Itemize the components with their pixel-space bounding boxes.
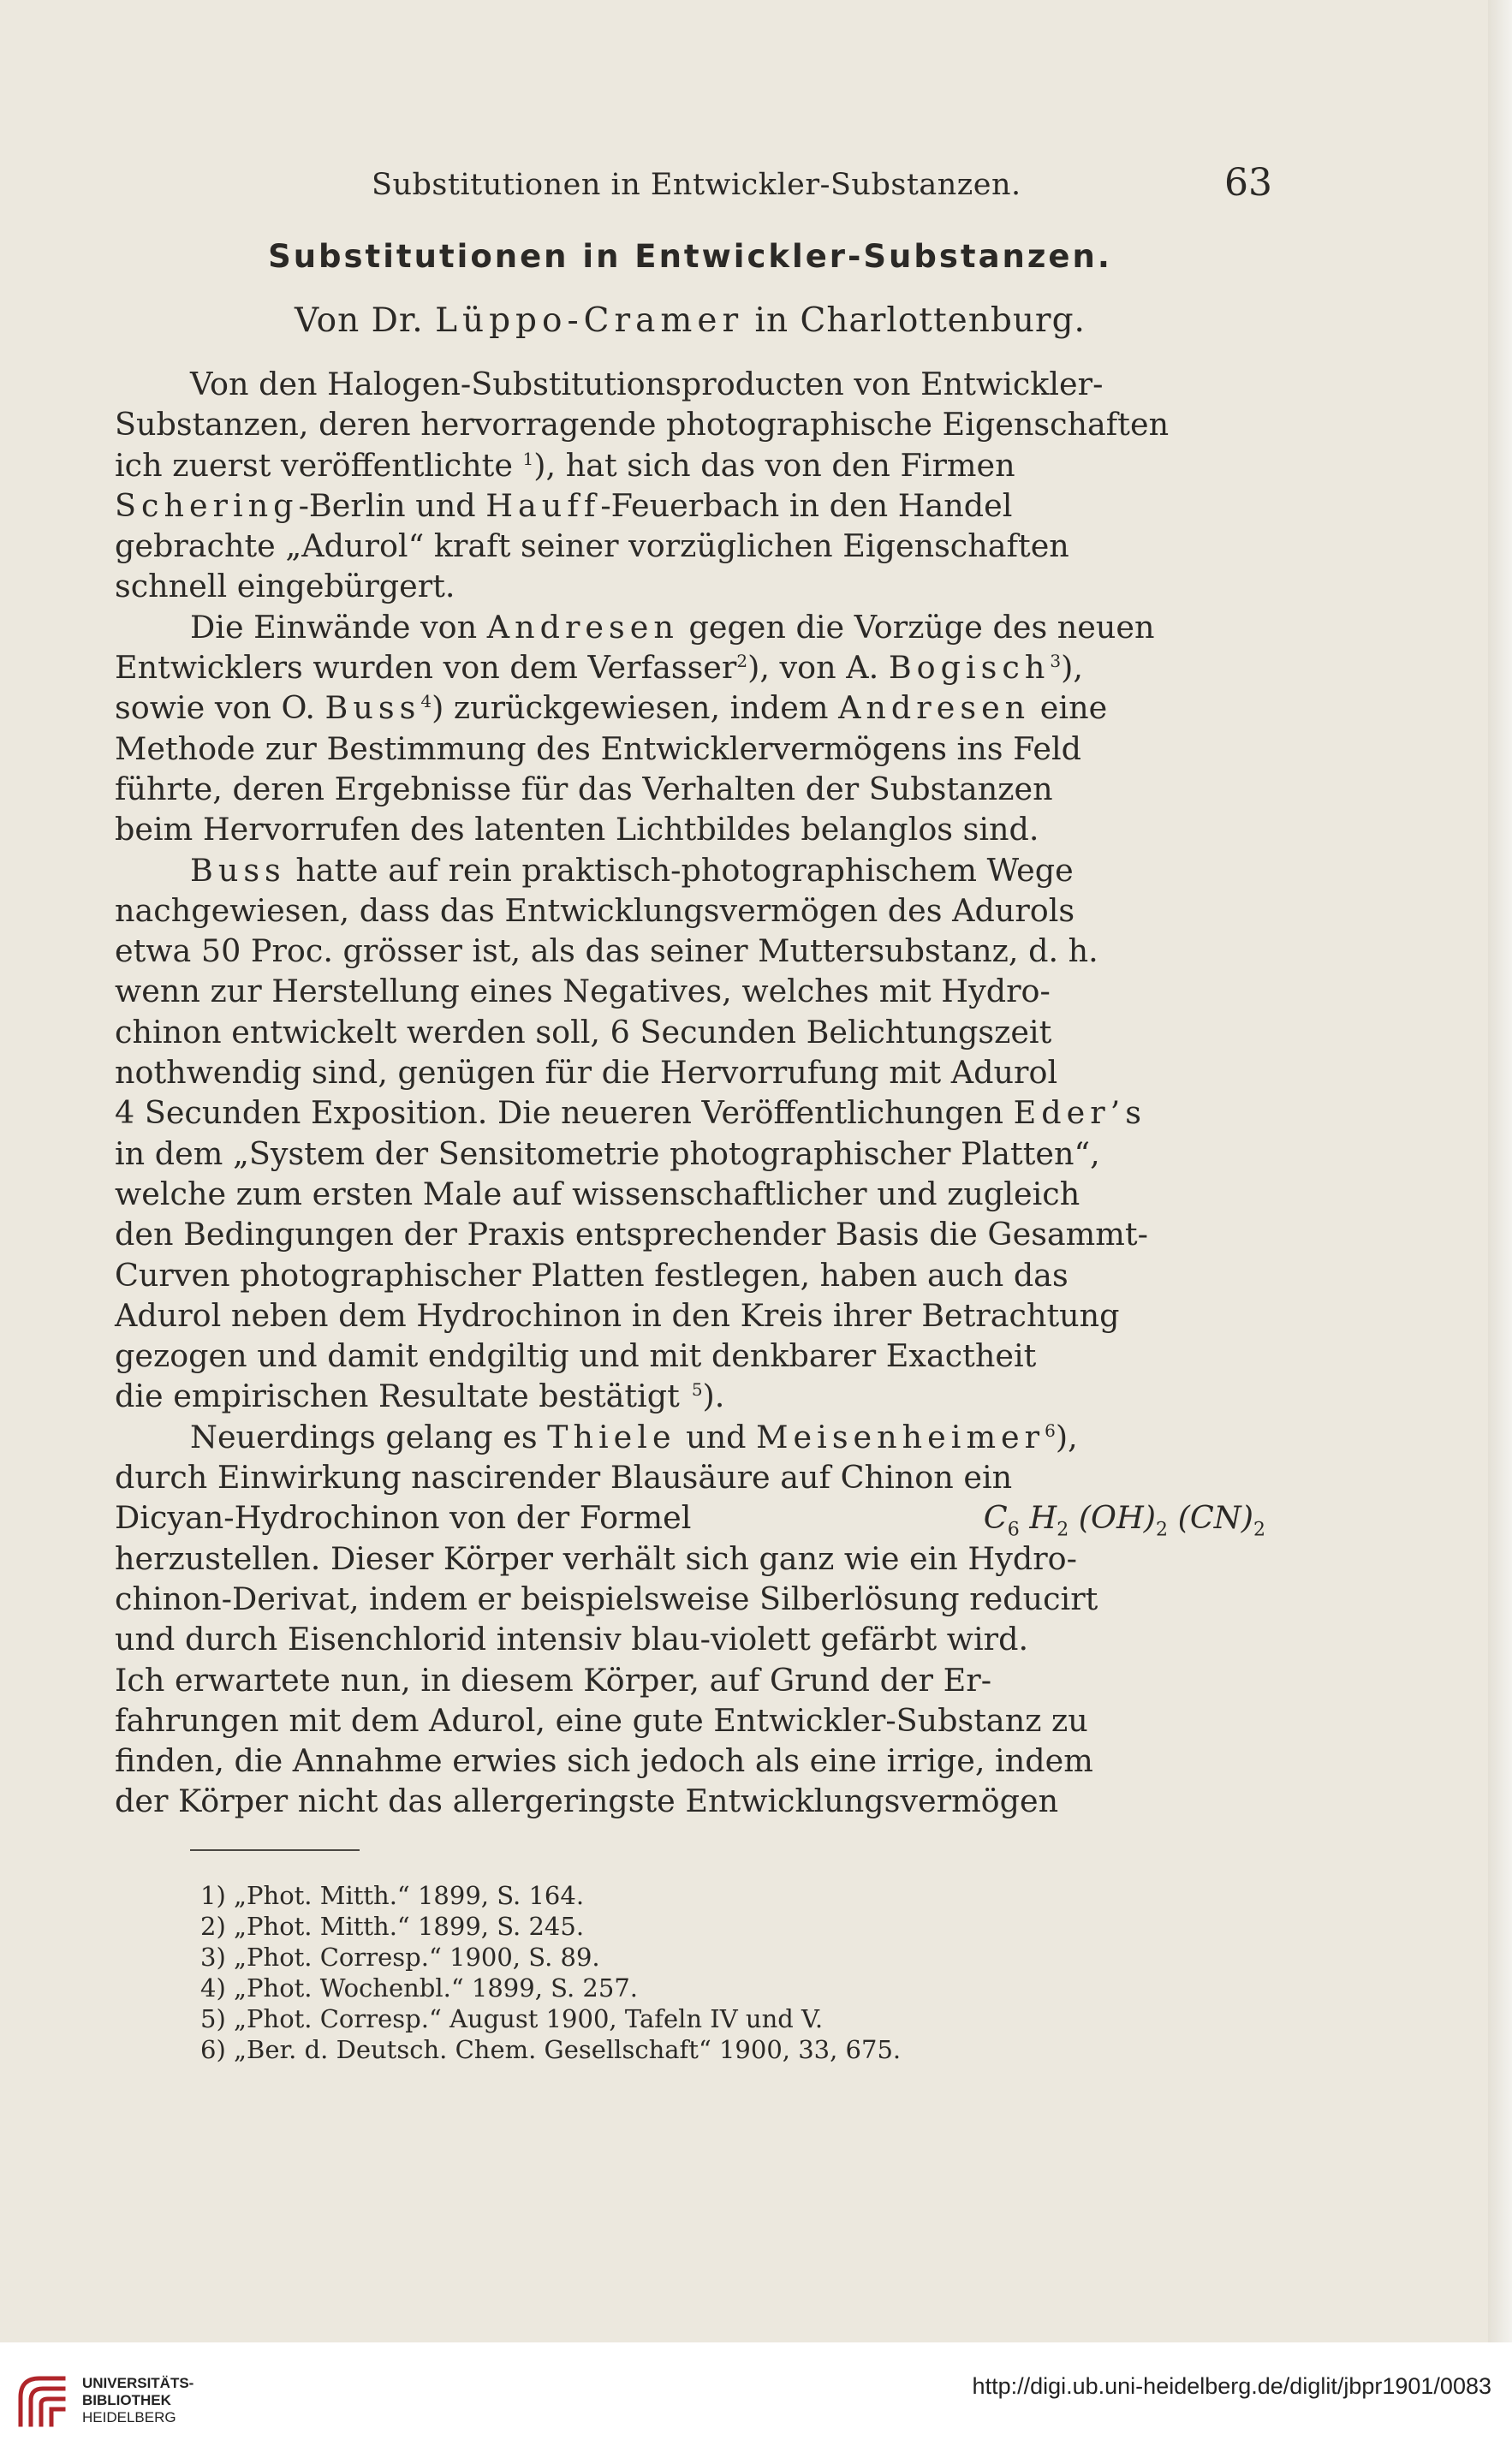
text-line: Die Einwände von Andresen gegen die Vorzüge des neuen	[190, 608, 1155, 646]
footnote: 2) „Phot. Mitth.“ 1899, S. 245.	[200, 1912, 585, 1941]
text-line: Curven photographischer Platten festlegen, haben auch das	[115, 1256, 1069, 1294]
page-edge	[1488, 0, 1512, 2342]
running-head: Substitutionen in Entwickler-Substanzen.	[372, 168, 1021, 202]
text-line: gebrachte „Adurol“ kraft seiner vorzüglichen Eigenschaften	[115, 527, 1069, 565]
text-line: 4 Secunden Exposition. Die neueren Veröffentlichungen Eder’s	[115, 1094, 1147, 1132]
text-line: den Bedingungen der Praxis entsprechender Basis die Gesammt-	[115, 1216, 1148, 1253]
byline-suffix: in Charlottenburg.	[754, 301, 1086, 340]
footnote: 1) „Phot. Mitth.“ 1899, S. 164.	[200, 1881, 585, 1910]
footnote-divider	[190, 1849, 360, 1851]
text-line: finden, die Annahme erwies sich jedoch als eine irrige, indem	[115, 1742, 1093, 1780]
text-line: beim Hervorrufen des latenten Lichtbildes belanglos sind.	[115, 811, 1039, 848]
text-line: durch Einwirkung nascirender Blausäure auf Chinon ein	[115, 1459, 1013, 1497]
text-line: Schering-Berlin und Hauff-Feuerbach in den Handel	[115, 486, 1013, 524]
text-line: wenn zur Herstellung eines Negatives, welches mit Hydro-	[115, 973, 1051, 1010]
byline-author: Lüppo-Cramer	[435, 301, 744, 340]
article-body	[115, 364, 1265, 1822]
footnote-ref[interactable]: 5	[691, 1379, 703, 1401]
text-line: Ich erwartete nun, in diesem Körper, auf Grund der Er-	[115, 1661, 992, 1699]
article-title: Substitutionen in Entwickler-Substanzen.	[268, 238, 1112, 275]
text-line: Methode zur Bestimmung des Entwicklervermögens ins Feld	[115, 729, 1082, 767]
footnotes	[200, 1880, 1142, 2065]
viewer-footer	[0, 2342, 1512, 2452]
text-line: nachgewiesen, dass das Entwicklungsvermögen des Adurols	[115, 891, 1075, 929]
text-line: schnell eingebürgert.	[115, 568, 455, 605]
text-line: Entwicklers wurden von dem Verfasser$^2$), von A. Bogisch$^3$),	[115, 649, 1083, 687]
text-line: Von den Halogen-Substitutionsproducten von Entwickler-	[190, 366, 1104, 402]
text-line: chinon-Derivat, indem er beispielsweise Silberlösung reducirt	[115, 1580, 1098, 1617]
library-name: UNIVERSITÄTS- BIBLIOTHEK HEIDELBERG	[82, 2375, 194, 2425]
footnote-ref[interactable]: 3	[1050, 650, 1062, 671]
text-line: Adurol neben dem Hydrochinon in den Kreis ihrer Betrachtung	[115, 1296, 1120, 1334]
footnote: 6) „Ber. d. Deutsch. Chem. Gesellschaft“ 1900, 33, 675.	[200, 2035, 902, 2064]
footnote: 3) „Phot. Corresp.“ 1900, S. 89.	[200, 1943, 600, 1972]
footnote-ref[interactable]: 1	[522, 448, 534, 469]
permalink-url[interactable]: http://digi.ub.uni-heidelberg.de/diglit/jbpr1901/0083	[972, 2373, 1491, 2399]
text-line: herzustellen. Dieser Körper verhält sich ganz wie ein Hydro-	[115, 1539, 1077, 1577]
footnote: 4) „Phot. Wochenbl.“ 1899, S. 257.	[200, 1973, 638, 2003]
text-line: chinon entwickelt werden soll, 6 Secunden Belichtungszeit	[115, 1013, 1052, 1050]
text-line: nothwendig sind, genügen für die Hervorrufung mit Adurol	[115, 1054, 1058, 1092]
byline	[116, 301, 1264, 340]
footnote-ref[interactable]: 6	[1045, 1419, 1056, 1441]
text-line: gezogen und damit endgiltig und mit denkbarer Exactheit	[115, 1337, 1037, 1375]
ub-heidelberg-logo-icon[interactable]	[15, 2372, 68, 2431]
footnote: 5) „Phot. Corresp.“ August 1900, Tafeln IV und V.	[200, 2004, 824, 2033]
text-line: der Körper nicht das allergeringste Entwicklungsvermögen	[115, 1782, 1059, 1820]
text-line: welche zum ersten Male auf wissenschaftlicher und zugleich	[115, 1175, 1080, 1212]
text-line: fahrungen mit dem Adurol, eine gute Entwickler-Substanz zu	[115, 1701, 1088, 1739]
chemical-formula: $C_6$ $H_2$ $(OH)_2$ $(CN)_2$	[983, 1499, 1265, 1541]
text-line: in dem „System der Sensitometrie photographischer Platten“,	[115, 1134, 1100, 1172]
footnote-ref[interactable]: 2	[736, 650, 748, 671]
text-line: führte, deren Ergebnisse für das Verhalten der Substanzen	[115, 770, 1053, 807]
footnote-ref[interactable]: 4	[420, 691, 432, 712]
text-line: und durch Eisenchlorid intensiv blau-violett gefärbt wird.	[115, 1621, 1029, 1658]
text-line: Substanzen, deren hervorragende photographische Eigenschaften	[115, 406, 1170, 443]
text-line: Neuerdings gelang es Thiele und Meisenheimer$^6$),	[190, 1418, 1078, 1455]
text-line: Buss hatte auf rein praktisch-photographischem Wege	[190, 851, 1074, 889]
page-number: 63	[1224, 161, 1272, 205]
text-line: etwa 50 Proc. grösser ist, als das seiner Muttersubstanz, d. h.	[115, 932, 1098, 970]
text-line: ich zuerst veröffentlichte $^1$), hat sich das von den Firmen	[115, 446, 1015, 484]
byline-prefix: Von Dr.	[295, 301, 424, 340]
text-line: die empirischen Resultate bestätigt $^5$).	[115, 1378, 725, 1415]
text-line: Dicyan-Hydrochinon von der Formel $C_6$ $H_2$ $(OH)_2$ $(CN)_2$	[115, 1499, 1265, 1541]
text-line: sowie von O. Buss$^4$) zurückgewiesen, indem Andresen eine	[115, 689, 1108, 727]
